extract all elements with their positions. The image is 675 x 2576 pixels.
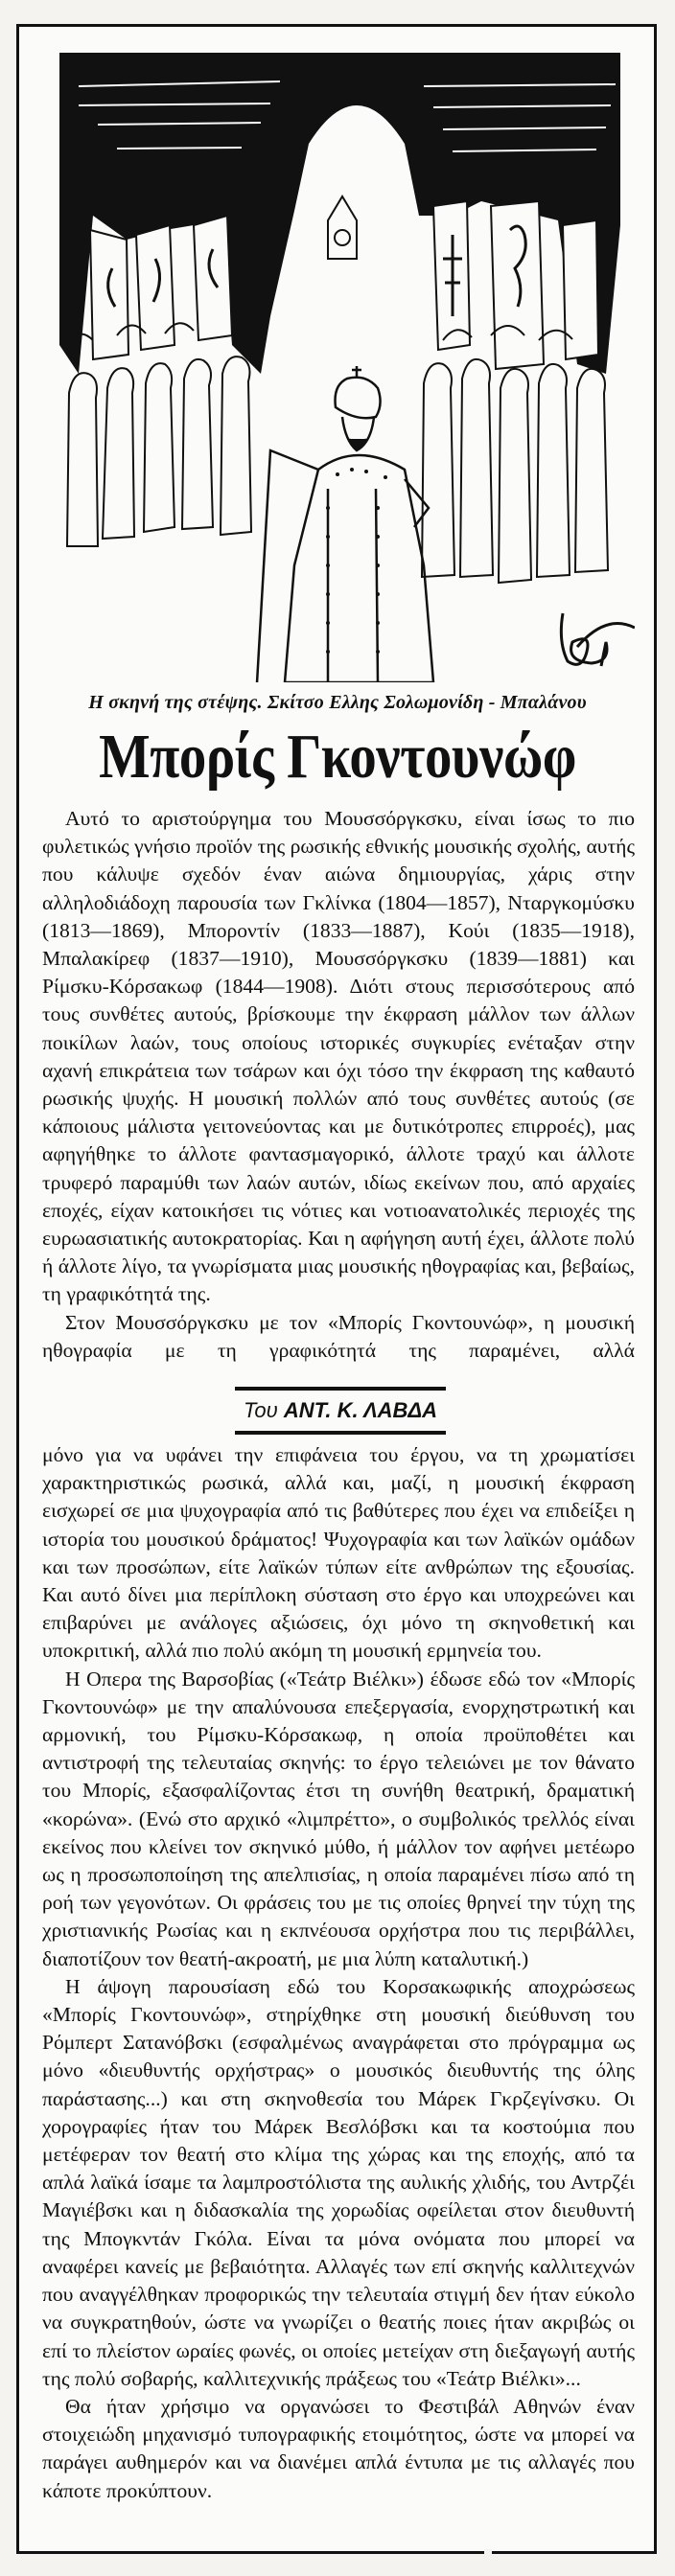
illustration-caption: Η σκηνή της στέψης. Σκίτσο Ελλης Σολωμονίδη - Μπαλάνου [88,692,587,713]
illustration-coronation-sketch [40,29,635,682]
paragraph: Αυτό το αριστούργημα του Μουσσόργκσκυ, είναι ίσως το πιο φυλετικώς γνήσιο προϊόν της ρωσικής εθνικής μουσικής σχολής, αυτής που κάλυψε σχεδόν έναν αιώνα δημιουργίας, χάρις στην αλληλοδιάδοχη παρουσία των Γκλίνκα (1804—1857), Νταργκομύσκυ (1813—1869), Μποροντίν (1833—1887), Κούι (1835—1918), Μπαλακίρεφ (1837—1910), Μουσσόργκσκυ (1839—1881) και Ρίμσκυ-Κόρσακωφ (1844—1908). Διότι στους περισσότερους από τους συνθέτες αυτούς, βρίσκουμε την έκφραση μάλλον των άλλων ποικίλων λαών, τους οποίους ιστορικές συγκυρίες ενέταξαν στην αχανή επικράτεια των τσάρων και όχι τόσο την έκφραση της καθαυτό ρωσικής ψυχής. Η μουσική πολλών από τους συνθέτες αυτούς (σε κάποιους μάλιστα γειτονεύοντας και με δυτικότροπες επιρροές), μας αφηγήθηκε το άλλοτε φαντασμαγορικό, άλλοτε τραχύ και άλλοτε τρυφερό παραμύθι των λαών αυτών, ιδίως εκείνων που, από αρχαίες εποχές, είχαν κατοικήσει τις νότιες και νοτιοανατολικές περιοχές της ευρωασιατικής αυτοκρατορίας. Και η αφήγηση αυτή έχει, άλλοτε πολύ ή άλλοτε λίγο, τα γνωρίσματα μιας μουσικής ηθογραφίας και, βεβαίως, τη γραφικότητά της. [42,807,635,1306]
paragraph: Η Οπερα της Βαρσοβίας («Τεάτρ Βιέλκι») έδωσε εδώ τον «Μπορίς Γκοντουνώφ» με την απαλύνουσα επεξεργασία, ενορχηστρωτική και αρμονική, του Ρίμσκυ-Κόρσακωφ, η οποία προϋποθέτει και αντιστροφή της τελευταίας σκηνής: το έργο τελειώνει με τον θάνατο του Μπορίς, εξασφαλίζοντας έτσι τη συνήθη θεατρική, δραματική «κορώνα». (Ενώ στο αρχικό «λιμπρέττο», ο συμβολικός τρελλός είναι εκείνος που κλείνει τον σκηνικό μύθο, ή μάλλον τον αφήνει μετέωρο ως η προσωποποίηση της απελπισίας, η οποία παραμένει πίσω από τη ροή των γεγονότων. Οι φράσεις του με τις οποίες θρηνεί την τύχη της χριστιανικής Ρωσίας και η εκπνέουσα ορχήστρα που τις περιβάλλει, διαποτίζουν τον θεατή-ακροατή, με μια λύπη καταλυτική.) [42,1667,635,1970]
byline-author: ΑΝΤ. Κ. ΛΑΒΔΑ [283,1398,438,1422]
byline-block [235,1387,446,1435]
paragraph: Στον Μουσσόργκσκυ με τον «Μπορίς Γκοντουνώφ», η μουσική ηθογραφία με τη γραφικότητά της παραμένει, αλλά [42,1310,635,1362]
paragraph: Θα ήταν χρήσιμο να οργανώσει το Φεστιβάλ Αθηνών έναν στοιχειώδη μηχανισμό τυπογραφικής ετοιμότητος, ώστε να μπορεί να παράγει αυθημερόν και να διανέμει απλά έντυπα με τις αλλαγές που κάποτε προκύπτουν. [42,2394,635,2502]
article-body-part-1 [42,805,635,1365]
byline [235,1391,446,1431]
paragraph: μόνο για να υφάνει την επιφάνεια του έργου, να τη χρωματίσει χαρακτηριστικώς ρωσικά, αλλά και, μαζί, η μουσική έκφραση εισχωρεί σε μια ψυχογραφία από τις βαθύτερες που έχει να επιδείξει η ιστορία του μουσικού δράματος! Ψυχογραφία και των λαϊκών ομάδων και των προσώπων, είτε λαϊκών τύπων είτε ανθρώπων της εξουσίας. Και αυτό δίνει μια περίπλοκη σύσταση στο έργο και υποχρεώνει και επιβαρύνει με ανάλογες αξιώσεις, όχι μόνο τη σκηνοθετική και υποκριτική, αλλά πιο πολύ ακόμη τη μουσική ερμηνεία του. [42,1443,635,1663]
frame-gap [484,2549,492,2557]
article-body-part-2 [42,1441,635,2505]
byline-prefix: Του [243,1398,278,1422]
paragraph: Η άψογη παρουσίαση εδώ του Κορσακωφικής αποχρώσεως «Μπορίς Γκοντουνώφ», στηρίχθηκε στη μουσική διεύθυνση του Ρόμπερτ Σατανόβσκι (εσφαλμένως αναγράφεται στο πρόγραμμα ως μόνο «διευθυντής ορχήστρας» ο μουσικός διευθυντής της όλης παράστασης...) και στη σκηνοθεσία του Μάρεκ Γκρζεγίνσκυ. Οι χορογραφίες ήταν του Μάρεκ Βεσλόβσκι και τα κοστούμια που μετέφεραν τον θεατή στο κλίμα της χώρας και της εποχής, από τα απλά λαϊκά ίσαμε τα λαμπροστόλιστα της αυλικής χλιδής, του Αντρζέι Μαγιέβσκι και η διδασκαλία της χορωδίας οφείλεται στον διευθυντή της Μπογκντάν Γκόλα. Είναι τα μόνα ονόματα που μπορεί να αναφέρει κανείς με βεβαιότητα. Αλλαγές των επί σκηνής καλλιτεχνών που αναγγέλθηκαν προφορικώς την τελευταία στιγμή δεν ήταν εύκολο να συγκρατηθούν, ώστε να γνωρίζει ο θεατής ποιες ήταν ακριβώς οι επί το πλείστον ωραίες φωνές, οι οποίες μετείχαν στη διεξαγωγή αυτής της πολύ σοβαρής, καλλιτεχνικής πράξεως του «Τεάτρ Βιέλκι»... [42,1974,635,2390]
artist-signature [561,613,635,666]
byline-rule-bottom [235,1431,446,1435]
article-headline: Μπορίς Γκοντουνώφ [99,722,576,792]
